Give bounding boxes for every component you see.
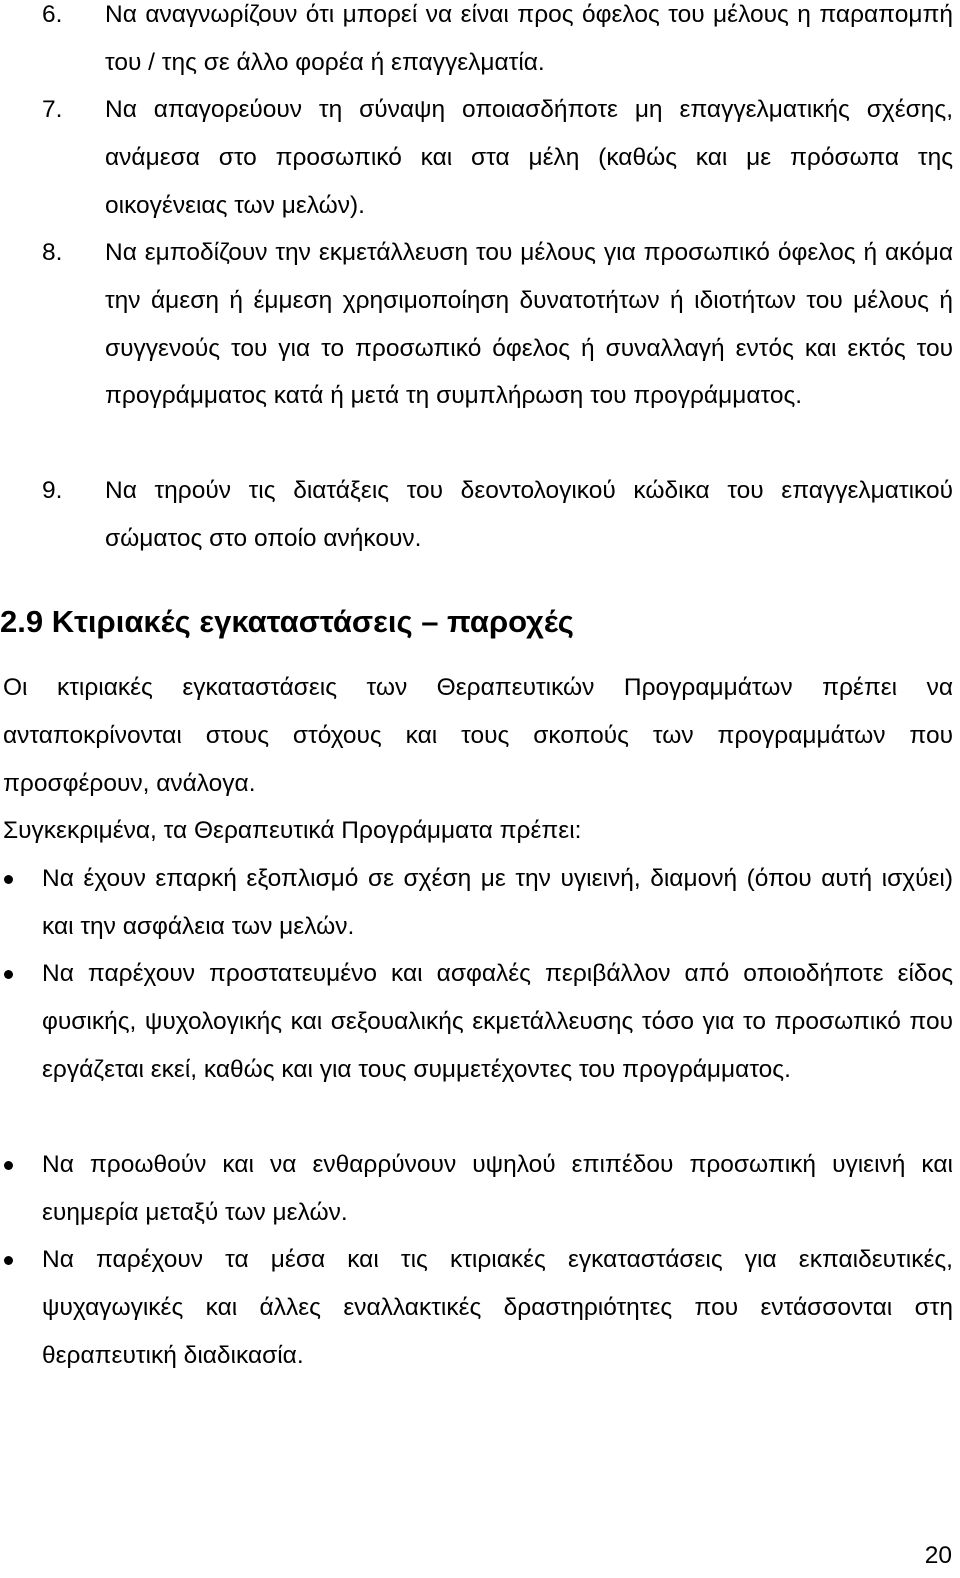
bullet-text: Να παρέχουν προστατευμένο και ασφαλές περιβάλλον από οποιοδήποτε είδος φυσικής, ψυχολογικής και σεξουαλικής εκμετάλλευσης τόσο για το προσωπικό που εργάζεται εκεί, καθώς και για τους συμμετέχοντες του προγράμματος.	[42, 960, 953, 1083]
item-text: Να αναγνωρίζουν ότι μπορεί να είναι προς όφελος του μέλους η παραπομπή του / της σε άλλο φορέα ή επαγγελματία.	[105, 1, 953, 76]
item-number: 8.	[42, 239, 63, 266]
bullet-icon	[4, 970, 13, 979]
item-text: Να εμποδίζουν την εκμετάλλευση του μέλους για προσωπικό όφελος ή ακόμα την άμεση ή έμμεση χρησιμοποίηση δυνατοτήτων ή ιδιοτήτων του μέλους ή συγγενούς του για το προσωπικό όφελος ή συναλλαγή εντός και εκτός του προγράμματος κατά ή μετά τη συμπλήρωση του προγράμματος.	[105, 239, 953, 410]
item-number: 7.	[42, 96, 63, 123]
page-number: 20	[924, 1542, 952, 1569]
bullet-icon	[4, 875, 13, 884]
item-number: 6.	[42, 1, 63, 28]
bullet-text: Να προωθούν και να ενθαρρύνουν υψηλού επιπέδου προσωπική υγιεινή και ευημερία μεταξύ των μελών.	[42, 1151, 953, 1226]
lead-sentence: Συγκεκριμένα, τα Θεραπευτικά Προγράμματα πρέπει:	[3, 817, 582, 844]
bullet-icon	[4, 1256, 13, 1265]
bullet-icon	[4, 1161, 13, 1170]
intro-paragraph: Οι κτιριακές εγκαταστάσεις των Θεραπευτικών Προγραμμάτων πρέπει να ανταποκρίνονται στους στόχους και τους σκοπούς των προγραμμάτων που προσφέρουν, ανάλογα.	[3, 674, 953, 797]
bullet-text: Να παρέχουν τα μέσα και τις κτιριακές εγκαταστάσεις για εκπαιδευτικές, ψυχαγωγικές και άλλες εναλλακτικές δραστηριότητες που εντάσσονται στη θεραπευτική διαδικασία.	[42, 1246, 953, 1369]
item-text: Να απαγορεύουν τη σύναψη οποιασδήποτε μη επαγγελματικής σχέσης, ανάμεσα στο προσωπικό και στα μέλη (καθώς και με πρόσωπα της οικογένειας των μελών).	[105, 96, 953, 219]
bullet-text: Να έχουν επαρκή εξοπλισμό σε σχέση με την υγιεινή, διαμονή (όπου αυτή ισχύει) και την ασφάλεια των μελών.	[42, 865, 953, 940]
section-heading: 2.9 Κτιριακές εγκαταστάσεις – παροχές	[0, 604, 574, 639]
item-text: Να τηρούν τις διατάξεις του δεοντολογικού κώδικα του επαγγελματικού σώματος στο οποίο ανήκουν.	[105, 477, 953, 552]
item-number: 9.	[42, 477, 63, 504]
